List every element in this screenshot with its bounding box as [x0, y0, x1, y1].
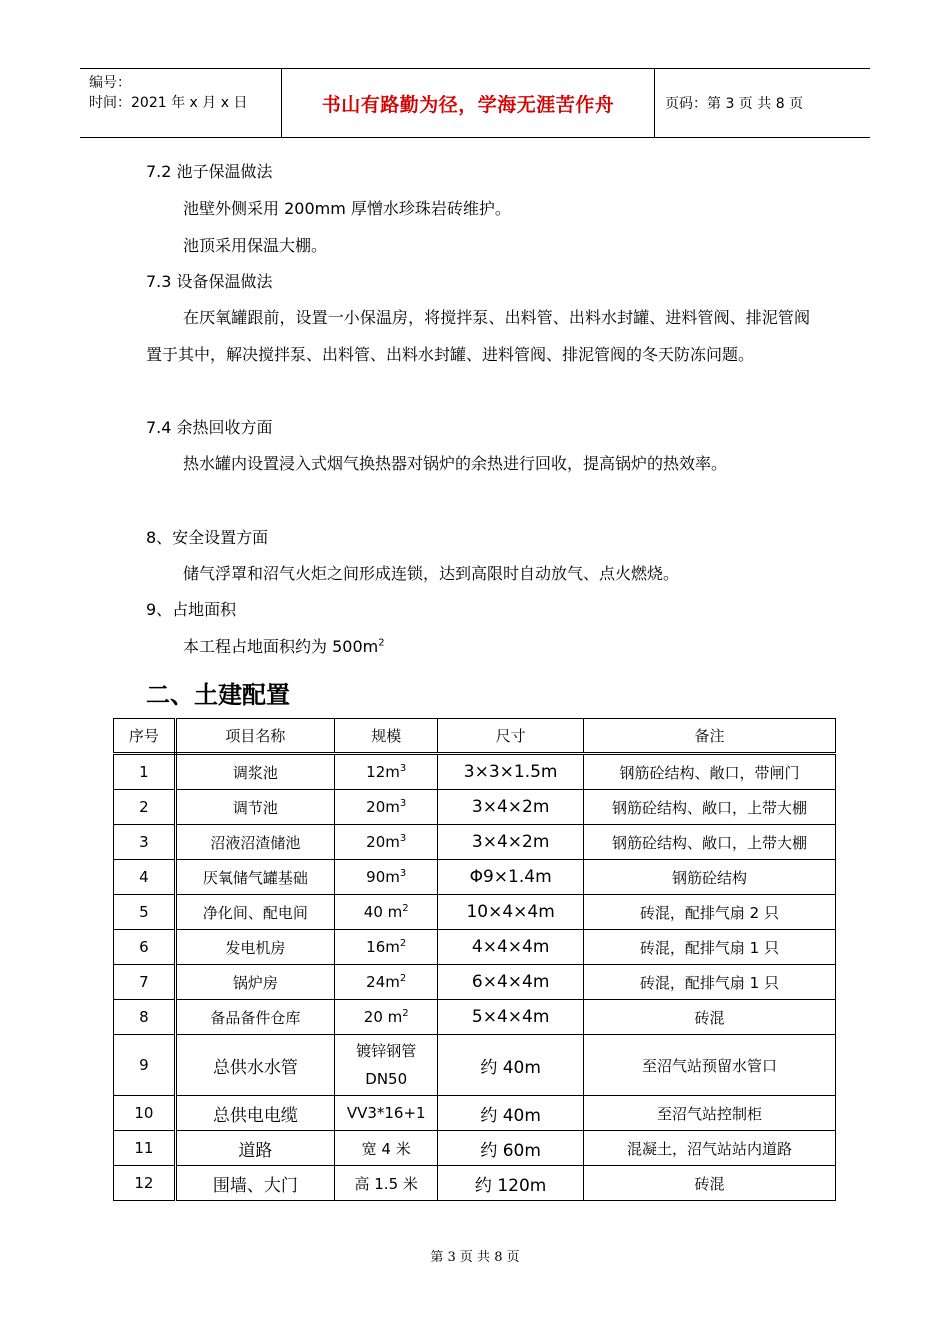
- cell-note: 钢筋砼结构、敞口，上带大棚: [583, 790, 835, 825]
- cell-size: 约 40m: [438, 1096, 584, 1131]
- scale-value: 12m: [366, 763, 400, 781]
- cell-name: 道路: [175, 1131, 334, 1166]
- scale-value: 16m: [366, 938, 400, 956]
- cell-no: 6: [114, 930, 176, 965]
- header-note: 备注: [583, 719, 835, 754]
- scale-unit-sup: 3: [399, 798, 407, 809]
- cell-size: 10×4×4m: [438, 895, 584, 930]
- cell-note: 钢筋砼结构、敞口，上带大棚: [583, 825, 835, 860]
- cell-size: 约 60m: [438, 1131, 584, 1166]
- scale-unit-sup: 2: [402, 903, 409, 914]
- table-row: [114, 790, 836, 825]
- header-scale: 规模: [335, 719, 438, 754]
- cell-no: 3: [114, 825, 176, 860]
- cell-note: 钢筋砼结构: [583, 860, 835, 895]
- cell-note: 至沼气站预留水管口: [583, 1035, 835, 1096]
- cell-name: 锅炉房: [175, 965, 334, 1000]
- code-label: 编号：: [89, 75, 131, 91]
- header-page-info: 页码：第 3 页 共 8 页: [665, 96, 804, 112]
- table-row: [114, 1035, 836, 1096]
- scale-unit-sup: 3: [399, 763, 407, 774]
- section-7-4-title: 7.4 余热回收方面: [146, 418, 273, 437]
- land-area-superscript: 2: [378, 637, 385, 649]
- section-7-3-title: 7.3 设备保温做法: [146, 272, 273, 291]
- cell-note: 砖混，配排气扇 2 只: [583, 895, 835, 930]
- cell-no: 4: [114, 860, 176, 895]
- table-row: [114, 754, 836, 790]
- scale-value-line2: DN50: [365, 1070, 408, 1088]
- scale-unit-sup: 2: [402, 1008, 409, 1019]
- cell-note: 砖混，配排气扇 1 只: [583, 965, 835, 1000]
- page-header: [80, 68, 870, 138]
- table-row: [114, 860, 836, 895]
- table-row: [114, 1096, 836, 1131]
- scale-value: 90m: [366, 868, 400, 886]
- scale-value: 20 m: [363, 1008, 403, 1026]
- header-left-cell: [80, 69, 282, 137]
- table-row: [114, 895, 836, 930]
- cell-no: 5: [114, 895, 176, 930]
- cell-size: 5×4×4m: [438, 1000, 584, 1035]
- cell-size: 约 120m: [438, 1166, 584, 1201]
- header-name: 项目名称: [175, 719, 334, 754]
- cell-size: 约 40m: [438, 1035, 584, 1096]
- section-7-2-para-1: 池壁外侧采用 200mm 厚憎水珍珠岩砖维护。: [183, 199, 511, 218]
- table-row: [114, 1000, 836, 1035]
- cell-scale: [335, 1035, 438, 1096]
- cell-scale: [335, 825, 438, 860]
- scale-value: 20m: [366, 833, 400, 851]
- cell-note: 砖混: [583, 1166, 835, 1201]
- cell-name: 发电机房: [175, 930, 334, 965]
- cell-name: 沼液沼渣储池: [175, 825, 334, 860]
- scale-unit-sup: 3: [399, 868, 407, 879]
- section-7-2-title: 7.2 池子保温做法: [146, 162, 273, 181]
- cell-no: 8: [114, 1000, 176, 1035]
- cell-name: 总供电电缆: [175, 1096, 334, 1131]
- section-2-heading: 二、土建配置: [146, 681, 290, 709]
- cell-scale: 高 1.5 米: [335, 1166, 438, 1201]
- cell-scale: [335, 930, 438, 965]
- scale-unit-sup: 2: [399, 973, 407, 984]
- cell-note: 至沼气站控制柜: [583, 1096, 835, 1131]
- cell-size: 4×4×4m: [438, 930, 584, 965]
- cell-note: 钢筋砼结构、敞口，带闸门: [583, 754, 835, 790]
- section-9-title: 9、占地面积: [146, 600, 237, 619]
- table-row: [114, 825, 836, 860]
- cell-name: 围墙、大门: [175, 1166, 334, 1201]
- cell-size: 3×4×2m: [438, 790, 584, 825]
- cell-size: 6×4×4m: [438, 965, 584, 1000]
- section-9-para: [183, 637, 385, 657]
- cell-no: 2: [114, 790, 176, 825]
- section-7-3-para: 在厌氧罐跟前，设置一小保温房，将搅拌泵、出料管、出料水封罐、进料管阀、排泥管阀置于其中，解决搅拌泵、出料管、出料水封罐、进料管阀、排泥管阀的冬天防冻问题。: [146, 308, 810, 364]
- table-row: [114, 965, 836, 1000]
- table-row: [114, 1166, 836, 1201]
- scale-value: 20m: [366, 798, 400, 816]
- cell-scale: [335, 790, 438, 825]
- cell-scale: [335, 754, 438, 790]
- cell-size: Φ9×1.4m: [438, 860, 584, 895]
- table-row: [114, 930, 836, 965]
- section-8-title: 8、安全设置方面: [146, 528, 269, 547]
- cell-name: 总供水水管: [175, 1035, 334, 1096]
- cell-note: 混凝土，沼气站站内道路: [583, 1131, 835, 1166]
- cell-no: 9: [114, 1035, 176, 1096]
- cell-size: 3×3×1.5m: [438, 754, 584, 790]
- civil-config-table: [113, 718, 836, 1201]
- cell-size: 3×4×2m: [438, 825, 584, 860]
- cell-note: 砖混: [583, 1000, 835, 1035]
- cell-no: 1: [114, 754, 176, 790]
- section-7-4-para: 热水罐内设置浸入式烟气换热器对锅炉的余热进行回收，提高锅炉的热效率。: [183, 454, 728, 473]
- cell-name: 调节池: [175, 790, 334, 825]
- cell-scale: [335, 895, 438, 930]
- cell-no: 10: [114, 1096, 176, 1131]
- cell-name: 备品备件仓库: [175, 1000, 334, 1035]
- cell-no: 11: [114, 1131, 176, 1166]
- cell-scale: VV3*16+1: [335, 1096, 438, 1131]
- scale-unit-sup: 3: [399, 833, 407, 844]
- cell-no: 7: [114, 965, 176, 1000]
- cell-scale: 宽 4 米: [335, 1131, 438, 1166]
- table-row: [114, 1131, 836, 1166]
- scale-value: 镀锌钢管: [356, 1042, 417, 1060]
- cell-no: 12: [114, 1166, 176, 1201]
- cell-scale: [335, 1000, 438, 1035]
- cell-note: 砖混，配排气扇 1 只: [583, 930, 835, 965]
- section-8-para: 储气浮罩和沼气火炬之间形成连锁，达到高限时自动放气、点火燃烧。: [183, 564, 680, 583]
- page-footer: 第 3 页 共 8 页: [430, 1250, 520, 1265]
- scale-unit-sup: 2: [399, 938, 407, 949]
- scale-value: 24m: [366, 973, 400, 991]
- cell-name: 厌氧储气罐基础: [175, 860, 334, 895]
- cell-name: 净化间、配电间: [175, 895, 334, 930]
- cell-scale: [335, 860, 438, 895]
- header-motto: 书山有路勤为径，学海无涯苦作舟: [282, 69, 655, 137]
- time-label: 时间：2021 年 x 月 x 日: [89, 95, 248, 111]
- table-header-row: [114, 719, 836, 754]
- cell-name: 调浆池: [175, 754, 334, 790]
- section-7-2-para-2: 池顶采用保温大棚。: [183, 236, 328, 255]
- scale-value: 40 m: [363, 903, 403, 921]
- land-area-text: 本工程占地面积约为 500m: [183, 637, 379, 656]
- header-no: 序号: [114, 719, 176, 754]
- header-size: 尺寸: [438, 719, 584, 754]
- cell-scale: [335, 965, 438, 1000]
